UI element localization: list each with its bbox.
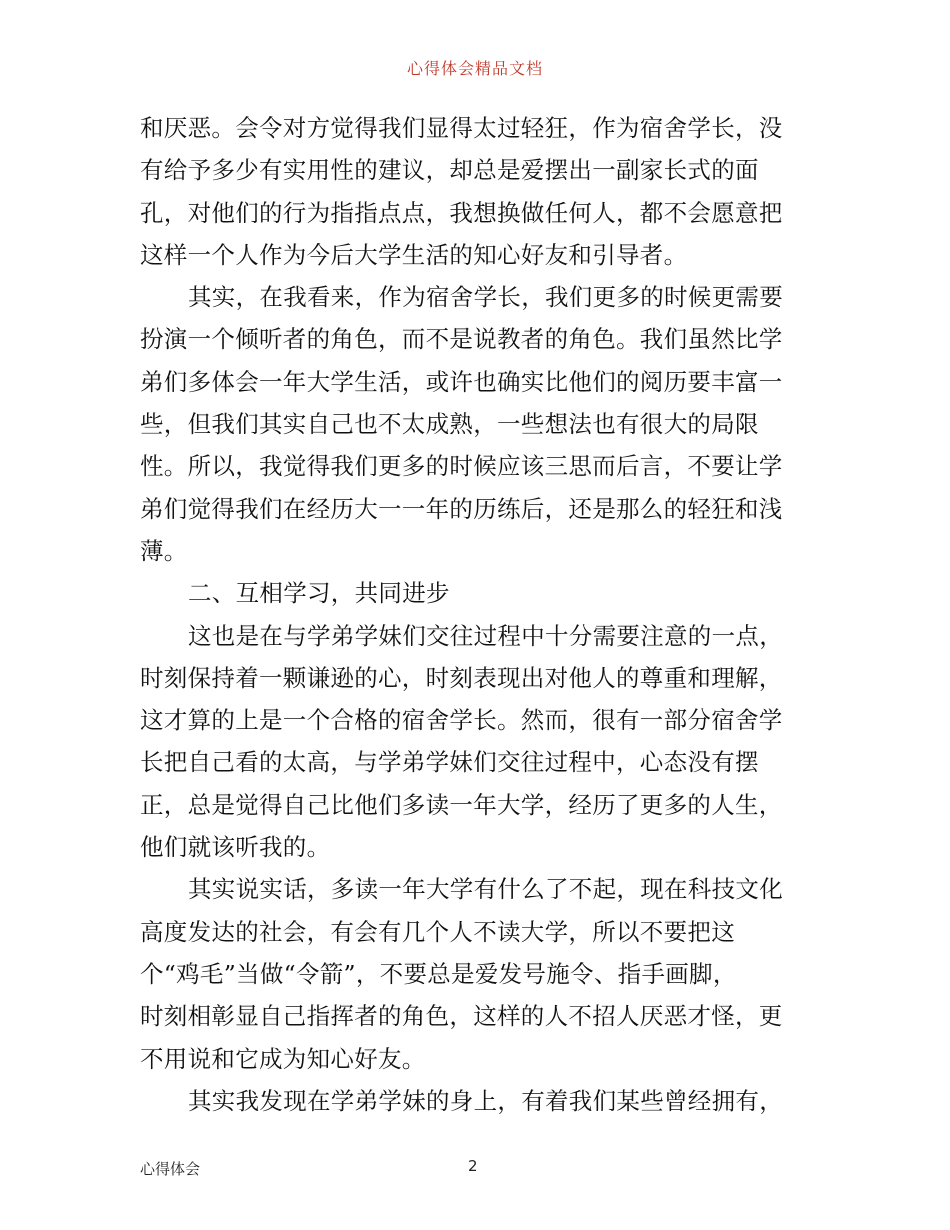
text-line: 弟们多体会一年大学生活，或许也确实比他们的阅历要丰富一 xyxy=(140,367,783,396)
document-header-title: 心得体会精品文档 xyxy=(406,59,543,78)
page-number: 2 xyxy=(468,1157,478,1175)
text-line: 孔，对他们的行为指指点点，我想换做任何人，都不会愿意把 xyxy=(140,198,783,227)
text-line: 其实，在我看来，作为宿舍学长，我们更多的时候更需要 xyxy=(188,283,783,312)
text-line: 弟们觉得我们在经历大一一年的历练后，还是那么的轻狂和浅 xyxy=(140,494,783,523)
document-body xyxy=(140,107,814,1122)
text-line: 扮演一个倾听者的角色，而不是说教者的角色。我们虽然比学 xyxy=(140,325,783,354)
text-line: 这才算的上是一个合格的宿舍学长。然而，很有一部分宿舍学 xyxy=(140,706,783,735)
text-line: 薄。 xyxy=(140,536,188,565)
text-line: 些，但我们其实自己也不太成熟，一些想法也有很大的局限 xyxy=(140,410,759,439)
text-line: 二、互相学习，共同进步 xyxy=(188,579,450,608)
text-line: 其实我发现在学弟学妹的身上，有着我们某些曾经拥有， xyxy=(188,1086,783,1115)
text-line: 时刻保持着一颗谦逊的心，时刻表现出对他人的尊重和理解， xyxy=(140,663,783,692)
text-line: 有给予多少有实用性的建议，却总是爱摆出一副家长式的面 xyxy=(140,156,759,185)
text-line: 个“鸡毛”当做“令箭”，不要总是爱发号施令、指手画脚， xyxy=(140,959,737,988)
text-line: 这样一个人作为今后大学生活的知心好友和引导者。 xyxy=(140,240,688,269)
text-line: 和厌恶。会令对方觉得我们显得太过轻狂，作为宿舍学长，没 xyxy=(140,114,783,142)
text-line: 不用说和它成为知心好友。 xyxy=(140,1044,426,1073)
text-line: 长把自己看的太高，与学弟学妹们交往过程中，心态没有摆 xyxy=(140,748,759,777)
text-line: 正，总是觉得自己比他们多读一年大学，经历了更多的人生， xyxy=(140,790,783,819)
text-line: 他们就该听我的。 xyxy=(140,833,331,862)
text-line: 性。所以，我觉得我们更多的时候应该三思而后言，不要让学 xyxy=(140,452,783,481)
text-line: 其实说实话，多读一年大学有什么了不起，现在科技文化 xyxy=(188,875,783,904)
text-line: 高度发达的社会，有会有几个人不读大学，所以不要把这 xyxy=(140,917,735,946)
footer-label: 心得体会 xyxy=(140,1160,201,1178)
text-line: 这也是在与学弟学妹们交往过程中十分需要注意的一点， xyxy=(188,621,783,650)
text-line: 时刻相彰显自己指挥者的角色，这样的人不招人厌恶才怪，更 xyxy=(140,1002,783,1031)
